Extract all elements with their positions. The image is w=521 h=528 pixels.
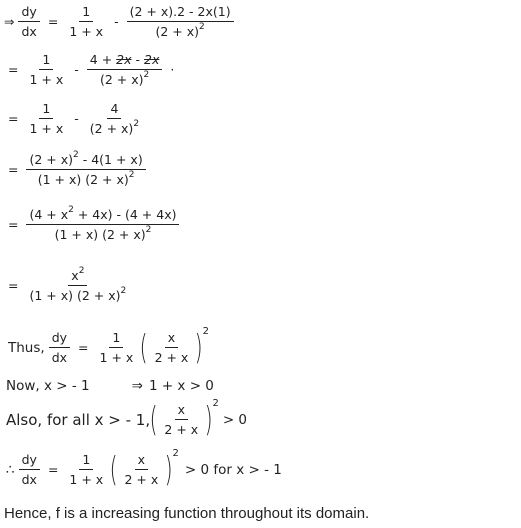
conclusion-text: Hence, f is a increasing function throughout its domain.	[4, 505, 370, 522]
equation-line-7: Thus, $\frac{dy}{dx}$ = $\frac{1}{1 + x}$ ( $\frac{x}{2 + x}$ ) 2	[8, 326, 209, 368]
left-paren: (	[139, 327, 148, 368]
equation-line-4: = $\frac{(2 + x)^2 - 4(1 + x)}{(1 + x) (2 + x)^2}$	[4, 152, 150, 187]
fraction: $\frac{4 + 2x - 2x}{(2 + x)^2}$	[87, 52, 163, 87]
left-paren: (	[109, 449, 118, 490]
fraction: $\frac{1}{1 + x}$	[99, 330, 134, 365]
fraction: $\frac{x}{2 + x}$	[164, 402, 199, 437]
equation-line-8: Now, x > - 1 ⇒ 1 + x > 0	[6, 378, 214, 394]
fraction: $\frac{x^2}{(1 + x) (2 + x)^2}$	[29, 266, 127, 304]
fraction: $\frac{x}{2 + x}$	[124, 452, 159, 487]
fraction: $\frac{(4 + x^2 + 4x) - (4 + 4x)}{(1 + x) (2 + x)^2}$	[26, 207, 179, 242]
fraction: $\frac{1}{1 + x}$	[29, 52, 64, 88]
right-paren: )	[204, 399, 213, 440]
equation-line-9: Also, for all x > - 1, ( $\frac{x}{2 + x}$ ) 2 > 0	[6, 398, 248, 440]
implies-symbol: ⇒	[4, 14, 15, 30]
fraction: $\frac{1}{1 + x}$	[29, 101, 64, 137]
equation-line-2: = $\frac{1}{1 + x}$ - $\frac{4 + 2x - 2x}{(2 + x)^2}$ ·	[8, 52, 175, 88]
fraction: $\frac{4}{(2 + x)^2}$	[89, 101, 140, 137]
fraction-dy-dx: $\frac{dy}{dx}$	[19, 452, 40, 487]
fraction: $\frac{1}{1 + x}$	[69, 452, 104, 487]
fraction-dy-dx: $\frac{dy}{dx}$	[49, 330, 70, 365]
equation-line-6: = $\frac{x^2}{(1 + x) (2 + x)^2}$	[4, 268, 133, 303]
fraction: $\frac{1}{1 + x}$	[69, 4, 104, 40]
fraction-dy-dx: $\frac{dy}{dx}$	[18, 4, 39, 39]
right-paren: )	[194, 327, 203, 368]
right-paren: )	[164, 449, 173, 490]
equation-line-5: = $\frac{(4 + x^2 + 4x) - (4 + 4x)}{(1 + x) (2 + x)^2}$	[4, 207, 183, 242]
equation-line-1: ⇒ $\frac{dy}{dx}$ = $\frac{1}{1 + x}$ - $\frac{(2 + x).2 - 2x(1)}{(2 + x)^2}$	[4, 4, 238, 39]
fraction: $\frac{(2 + x)^2 - 4(1 + x)}{(1 + x) (2 + x)^2}$	[26, 152, 145, 187]
fraction: $\frac{(2 + x).2 - 2x(1)}{(2 + x)^2}$	[127, 4, 234, 39]
fraction: $\frac{x}{2 + x}$	[154, 330, 189, 365]
equation-line-3: = $\frac{1}{1 + x}$ - $\frac{4}{(2 + x)^2}$	[4, 101, 146, 136]
left-paren: (	[149, 399, 158, 440]
therefore-symbol: ∴	[6, 461, 15, 478]
equation-line-10: ∴ $\frac{dy}{dx}$ = $\frac{1}{1 + x}$ ( $\frac{x}{2 + x}$ ) 2 > 0 for x > - 1	[6, 448, 282, 490]
